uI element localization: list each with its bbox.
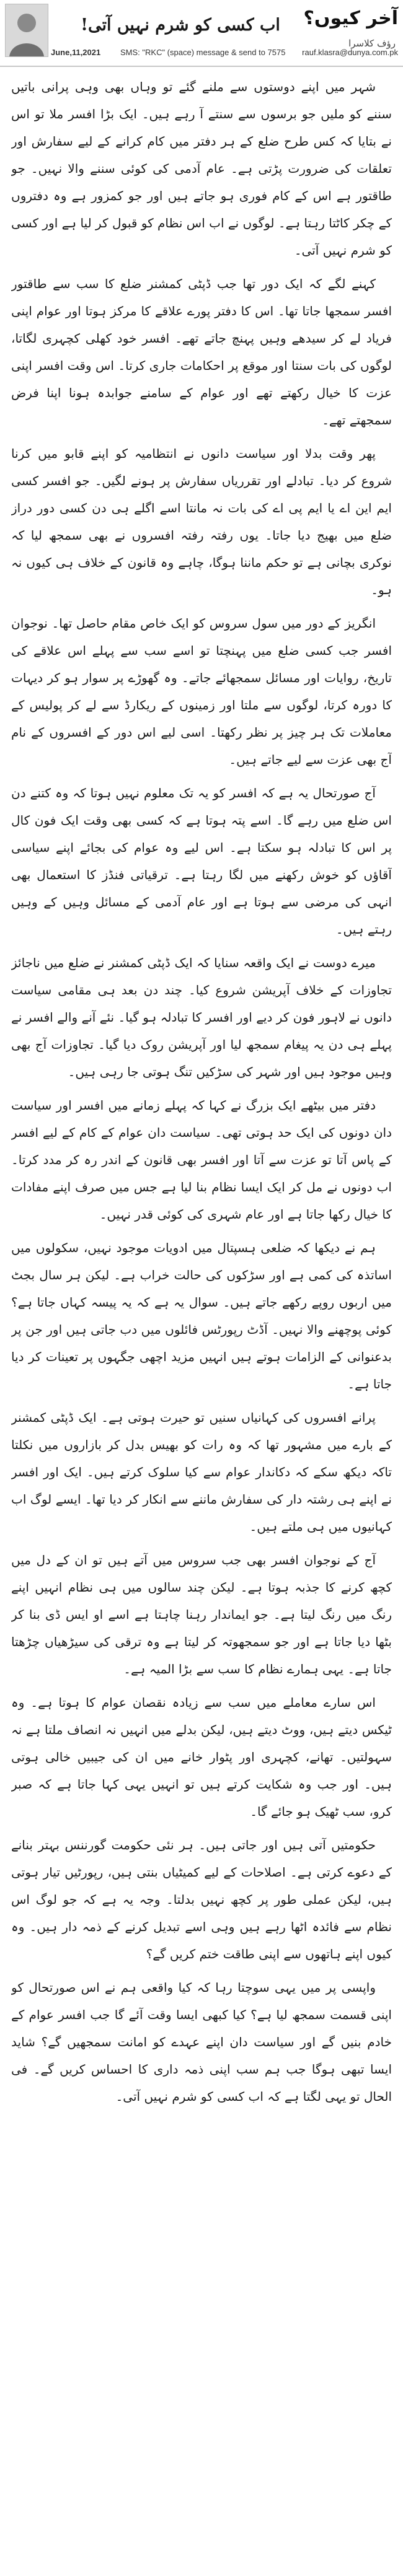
author-photo — [5, 4, 48, 57]
article-paragraph: ہم نے دیکھا کہ ضلعی ہسپتال میں ادویات موجود نہیں، سکولوں میں اساتذہ کی کمی ہے اور سڑکوں کی حالت خراب ہے۔ لیکن ہر سال بجٹ میں اربوں روپے رکھے جاتے ہیں۔ سوال یہ ہے کہ یہ پیسہ کہاں جاتا ہے؟ کوئی پوچھنے والا نہیں۔ آڈٹ رپورٹس فائلوں میں دب جاتی ہیں اور جن پر بدعنوانی کے الزامات ہوتے ہیں انہیں مزید اچھی جگہوں پر تعینات کر دیا جاتا ہے۔ — [11, 1240, 392, 1391]
article-paragraph: اس سارے معاملے میں سب سے زیادہ نقصان عوام کا ہوتا ہے۔ وہ ٹیکس دیتے ہیں، ووٹ دیتے ہیں، لیکن بدلے میں انہیں نہ انصاف ملتا ہے نہ سہولتیں۔ تھانے، کچہری اور پٹوار خانے میں ان کی جیبیں خالی ہوتی ہیں۔ اور جب وہ شکایت کرتے ہیں تو انہیں یہی کہا جاتا ہے کہ صبر کرو، سب ٹھیک ہو جائے گا۔ — [11, 1695, 392, 1819]
article-paragraph: آج صورتحال یہ ہے کہ افسر کو یہ تک معلوم نہیں ہوتا کہ وہ کتنے دن اس ضلع میں رہے گا۔ اسے پتہ ہوتا ہے کہ کسی بھی وقت ایک فون کال پر اس کا تبادلہ ہو سکتا ہے۔ اس لیے وہ عوام کی بجائے اپنے سیاسی آقاؤں کو خوش رکھنے میں لگا رہتا ہے۔ ترقیاتی فنڈز کا استعمال بھی انہی کی مرضی سے ہوتا ہے اور عام آدمی کے مسائل وہیں کے وہیں رہتے ہیں۔ — [11, 786, 392, 937]
article-paragraph: پھر وقت بدلا اور سیاست دانوں نے انتظامیہ کو اپنے قابو میں کرنا شروع کر دیا۔ تبادلے اور تقرریاں سفارش پر ہونے لگیں۔ جو افسر کسی ایم این اے یا ایم پی اے کی بات نہ مانتا اسے اگلے ہی دن کسی دور دراز ضلع میں بھیج دیا جاتا۔ یوں رفتہ رفتہ افسروں نے بھی سمجھ لیا کہ نوکری بچانی ہے تو حکم ماننا ہوگا، چاہے وہ قانون کے خلاف ہی کیوں نہ ہو۔ — [11, 446, 392, 597]
column-header — [0, 0, 403, 67]
article-headline: اب کسی کو شرم نہیں آتی! — [81, 15, 280, 35]
article-paragraph: شہر میں اپنے دوستوں سے ملنے گئے تو وہاں بھی وہی پرانی باتیں سننے کو ملیں جو برسوں سے سنتے آ رہے ہیں۔ ایک بڑا افسر ملا تو اس نے بتایا کہ کس طرح ضلع کے ہر دفتر میں کام کرانے کے لیے سفارش اور تعلقات کی ضرورت پڑتی ہے۔ عام آدمی کی کوئی سننے والا نہیں۔ جو طاقتور ہے اس کے کام فوری ہو جاتے ہیں اور جو کمزور ہے وہ دفتروں کے چکر کاٹتا رہتا ہے۔ لوگوں نے اب اس نظام کو قبول کر لیا ہے اور کسی کو شرم نہیں آتی۔ — [11, 79, 392, 258]
author-name: رؤف کلاسرا — [348, 38, 396, 49]
column-name: آخر کیوں؟ — [303, 7, 398, 29]
author-email: rauf.klasra@dunya.com.pk — [302, 48, 398, 57]
article-paragraph: میرے دوست نے ایک واقعہ سنایا کہ ایک ڈپٹی کمشنر نے ضلع میں ناجائز تجاوزات کے خلاف آپریشن شروع کیا۔ چند دن بعد ہی مقامی سیاست دانوں نے لاہور فون کر دیے اور افسر کا تبادلہ ہو گیا۔ نئے آنے والے افسر نے پہلے ہی دن یہ پیغام سمجھ لیا اور آپریشن روک دیا گیا۔ تجاوزات آج بھی وہیں موجود ہیں اور شہر کی سڑکیں تنگ ہوتی جا رہی ہیں۔ — [11, 955, 392, 1079]
publish-date: June,11,2021 — [51, 48, 101, 57]
article-paragraph: آج کے نوجوان افسر بھی جب سروس میں آتے ہیں تو ان کے دل میں کچھ کرنے کا جذبہ ہوتا ہے۔ لیکن چند سالوں میں ہی نظام انہیں اپنے رنگ میں رنگ لیتا ہے۔ جو ایماندار رہنا چاہتا ہے اسے او ایس ڈی بنا کر بٹھا دیا جاتا ہے اور جو سمجھوتہ کر لیتا ہے وہ ترقی کی سیڑھیاں چڑھتا جاتا ہے۔ یہی ہمارے نظام کا سب سے بڑا المیہ ہے۔ — [11, 1553, 392, 1676]
article-paragraph: حکومتیں آتی ہیں اور جاتی ہیں۔ ہر نئی حکومت گورننس بہتر بنانے کے دعوے کرتی ہے۔ اصلاحات کے لیے کمیٹیاں بنتی ہیں، رپورٹیں تیار ہوتی ہیں، لیکن عملی طور پر کچھ نہیں بدلتا۔ وجہ یہ ہے کہ جو لوگ اس نظام سے فائدہ اٹھا رہے ہیں وہی اسے تبدیل کرنے کے ذمہ دار ہیں۔ وہ کیوں اپنے ہاتھوں سے اپنی طاقت ختم کریں گے؟ — [11, 1838, 392, 1961]
article-paragraph: پرانے افسروں کی کہانیاں سنیں تو حیرت ہوتی ہے۔ ایک ڈپٹی کمشنر کے بارے میں مشہور تھا کہ وہ رات کو بھیس بدل کر بازاروں میں نکلتا تاکہ دیکھ سکے کہ دکاندار عوام سے کیا سلوک کرتے ہیں۔ ایک اور افسر نے اپنے ہی رشتہ دار کی سفارش ماننے سے انکار کر دیا تھا۔ ایسے لوگ اب کہانیوں میں ہی ملتے ہیں۔ — [11, 1410, 392, 1534]
meta-row — [51, 46, 398, 61]
article-body — [11, 73, 392, 2557]
article-paragraph: کہنے لگے کہ ایک دور تھا جب ڈپٹی کمشنر ضلع کا سب سے طاقتور افسر سمجھا جاتا تھا۔ اس کا دفتر پورے علاقے کا مرکز ہوتا اور عوام اپنی فریاد لے کر سیدھے وہیں پہنچ جاتے تھے۔ افسر خود کھلی کچہری لگاتا، لوگوں کی بات سنتا اور موقع پر احکامات جاری کرتا۔ اس وقت افسر اپنی عزت کا خیال رکھتے تھے اور عوام کے سامنے جوابدہ ہونا اپنا فرض سمجھتے تھے۔ — [11, 276, 392, 427]
article-paragraph: انگریز کے دور میں سول سروس کو ایک خاص مقام حاصل تھا۔ نوجوان افسر جب کسی ضلع میں پہنچتا تو اسے سب سے پہلے اس علاقے کی تاریخ، روایات اور مسائل سمجھائے جاتے۔ وہ گھوڑے پر سوار ہو کر دیہات کا دورہ کرتا، لوگوں سے ملتا اور زمینوں کے ریکارڈ سے لے کر پولیس کے معاملات تک ہر چیز پر نظر رکھتا۔ اسی لیے اس دور کے افسروں کے نام آج بھی عزت سے لیے جاتے ہیں۔ — [11, 616, 392, 767]
article-paragraph: دفتر میں بیٹھے ایک بزرگ نے کہا کہ پہلے زمانے میں افسر اور سیاست دان دونوں کی ایک حد ہوتی تھی۔ سیاست دان عوام کے کام کے لیے افسر کے پاس آتا تو عزت سے آتا اور افسر بھی قانون کے اندر رہ کر مدد کرتا۔ اب دونوں نے مل کر ایک ایسا نظام بنا لیا ہے جس میں صرف اپنے مفادات کا خیال رکھا جاتا ہے اور عام شہری کی کوئی قدر نہیں۔ — [11, 1098, 392, 1222]
sms-info: SMS: "RKC" (space) message & send to 7575 — [120, 48, 286, 57]
column-logo — [303, 2, 398, 52]
article-paragraph: واپسی پر میں یہی سوچتا رہا کہ کیا واقعی ہم نے اس صورتحال کو اپنی قسمت سمجھ لیا ہے؟ کیا کبھی ایسا وقت آئے گا جب افسر عوام کے خادم بنیں گے اور سیاست دان اپنے عہدے کو امانت سمجھیں گے؟ شاید ایسا تبھی ہوگا جب ہم سب اپنی ذمہ داری کا احساس کریں گے۔ فی الحال تو یہی لگتا ہے کہ اب کسی کو شرم نہیں آتی۔ — [11, 1980, 392, 2104]
